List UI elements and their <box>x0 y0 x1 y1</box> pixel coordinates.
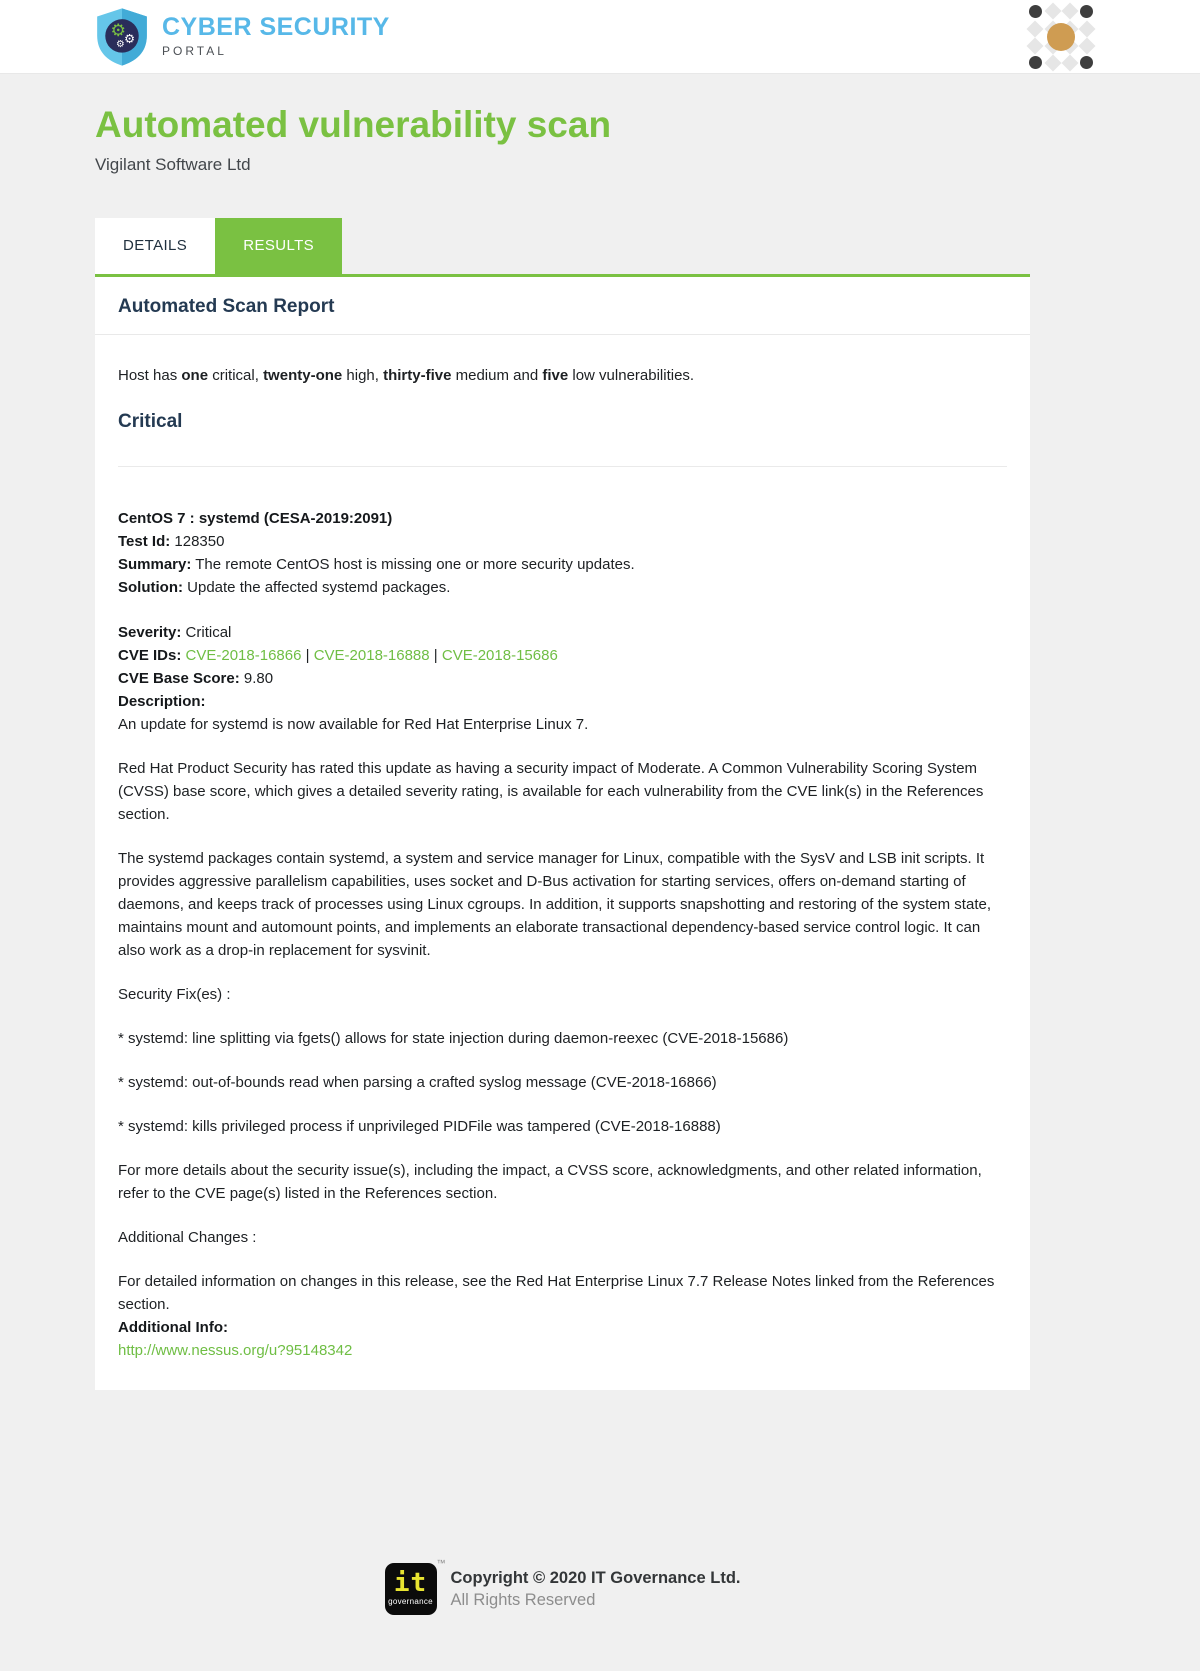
description-paragraph: An update for systemd is now available for Red Hat Enterprise Linux 7. <box>118 715 589 733</box>
section-heading-critical: Critical <box>118 410 183 432</box>
description-label-text: Description: <box>118 692 206 710</box>
base-score-line <box>118 667 1007 690</box>
cve-link[interactable]: CVE-2018-15686 <box>441 646 558 664</box>
report-card <box>95 277 1030 1390</box>
description-paragraph: Additional Changes : <box>118 1228 257 1246</box>
summary-count-critical: one <box>181 366 209 384</box>
report-heading: Automated Scan Report <box>118 295 335 317</box>
test-id-line <box>118 530 1007 553</box>
trademark-mark: ™ <box>436 1557 446 1568</box>
svg-text:⚙: ⚙ <box>110 20 126 41</box>
page-subtitle: Vigilant Software Ltd <box>95 154 251 174</box>
description-paragraph: * systemd: line splitting via fgets() allows for state injection during daemon-reexec (CVE-2018-15686) <box>118 1029 789 1047</box>
summary-text: critical, <box>208 366 264 384</box>
pattern-center-dot-icon <box>1047 23 1075 51</box>
severity-line <box>118 621 1007 644</box>
divider <box>118 466 1007 467</box>
solution-value: Update the affected systemd packages. <box>187 578 451 596</box>
additional-info-line <box>118 1339 1007 1362</box>
test-id-value: 128350 <box>174 532 225 550</box>
description-paragraph: For more details about the security issue(s), including the impact, a CVSS score, acknowledgments, and other related information, refer to the CVE page(s) listed in the References section. <box>118 1161 982 1202</box>
logo-it-text: it <box>393 1567 428 1598</box>
solution-line <box>118 576 1007 599</box>
cve-ids-label: CVE IDs: <box>118 646 182 664</box>
brand-logo <box>95 7 390 67</box>
cve-link[interactable]: CVE-2018-16866 <box>185 646 302 664</box>
page-title: Automated vulnerability scan <box>95 104 612 145</box>
severity-label: Severity: <box>118 623 182 641</box>
cve-ids-line <box>118 644 1007 667</box>
pattern-diamond-icon <box>1079 20 1096 37</box>
additional-info-label <box>118 1316 1007 1339</box>
brand-text <box>162 15 390 58</box>
tab-bar <box>95 218 1030 277</box>
footer-copyright: Copyright © 2020 IT Governance Ltd. <box>450 1568 741 1587</box>
cve-separator: | <box>433 646 438 664</box>
pattern-diamond-icon <box>1027 20 1044 37</box>
header <box>0 0 1200 74</box>
summary-text: medium and <box>451 366 543 384</box>
pattern-diamond-icon <box>1045 2 1062 19</box>
additional-info-link[interactable]: http://www.nessus.org/u?95148342 <box>118 1341 353 1359</box>
tab-details[interactable]: DETAILS <box>95 218 215 274</box>
summary-text: low vulnerabilities. <box>568 366 695 384</box>
it-governance-logo <box>385 1557 446 1615</box>
base-score-value: 9.80 <box>243 669 274 687</box>
it-governance-logo-icon <box>385 1563 437 1615</box>
summary-line <box>118 553 1007 576</box>
pattern-dot-icon <box>1080 56 1093 69</box>
summary-count-medium: thirty-five <box>383 366 452 384</box>
pattern-diamond-icon <box>1062 54 1079 71</box>
pattern-diamond-icon <box>1079 37 1096 54</box>
host-summary <box>118 364 1007 387</box>
description-paragraph: The systemd packages contain systemd, a system and service manager for Linux, compatible with the SysV and LSB init scripts. It provides aggressive parallelism capabilities, uses socket and D-Bus activation for starting services, offers on-demand starting of daemons, and keeps track of processes using Linux cgroups. In addition, it supports snapshotting and restoring of the system state, maintains mount and automount points, and implements an elaborate transactional dependency-based service control logic. It can also work as a drop-in replacement for sysvinit. <box>118 849 991 959</box>
pattern-diamond-icon <box>1027 37 1044 54</box>
pattern-diamond-icon <box>1062 2 1079 19</box>
svg-text:⚙: ⚙ <box>123 30 136 46</box>
description-paragraph: Red Hat Product Security has rated this update as having a security impact of Moderate. A Common Vulnerability Scoring System (CVSS) base score, which gives a detailed severity rating, is available for each vulnerability from the CVE link(s) in the References section. <box>118 759 984 823</box>
base-score-label: CVE Base Score: <box>118 669 240 687</box>
pattern-diamond-icon <box>1045 54 1062 71</box>
summary-label: Summary: <box>118 555 192 573</box>
vulnerability-detail <box>95 507 1030 1362</box>
brand-title: CYBER SECURITY <box>162 13 390 41</box>
brand-subtitle: PORTAL <box>162 44 227 58</box>
tab-results[interactable]: RESULTS <box>215 218 342 274</box>
summary-count-low: five <box>542 366 569 384</box>
summary-value: The remote CentOS host is missing one or more security updates. <box>195 555 635 573</box>
footer <box>95 1557 1030 1615</box>
test-id-label: Test Id: <box>118 532 171 550</box>
footer-rights: All Rights Reserved <box>450 1590 596 1609</box>
shield-gears-icon <box>95 7 149 67</box>
cve-separator: | <box>305 646 310 664</box>
cve-link[interactable]: CVE-2018-16888 <box>313 646 430 664</box>
dots-pattern <box>1029 5 1093 69</box>
description-paragraph: * systemd: out-of-bounds read when parsing a crafted syslog message (CVE-2018-16866) <box>118 1073 717 1091</box>
footer-text <box>451 1567 741 1611</box>
divider <box>95 334 1030 335</box>
description-paragraph: * systemd: kills privileged process if unprivileged PIDFile was tampered (CVE-2018-16888) <box>118 1117 721 1135</box>
description-paragraphs <box>118 713 1007 1316</box>
pattern-dot-icon <box>1029 5 1042 18</box>
severity-value: Critical <box>185 623 232 641</box>
svg-text:⚙: ⚙ <box>116 38 125 50</box>
vulnerability-title <box>118 507 1007 530</box>
summary-count-high: twenty-one <box>263 366 343 384</box>
logo-governance-text: governance <box>388 1596 433 1606</box>
description-paragraph: For detailed information on changes in this release, see the Red Hat Enterprise Linux 7.7 Release Notes linked from the References section. <box>118 1272 995 1313</box>
solution-label: Solution: <box>118 578 183 596</box>
summary-text: Host has <box>118 366 182 384</box>
description-paragraph: Security Fix(es) : <box>118 985 231 1003</box>
description-label <box>118 690 1007 713</box>
vulnerability-title-text: CentOS 7 : systemd (CESA-2019:2091) <box>118 509 393 527</box>
additional-info-label-text: Additional Info: <box>118 1318 228 1336</box>
pattern-dot-icon <box>1080 5 1093 18</box>
pattern-dot-icon <box>1029 56 1042 69</box>
summary-text: high, <box>342 366 384 384</box>
